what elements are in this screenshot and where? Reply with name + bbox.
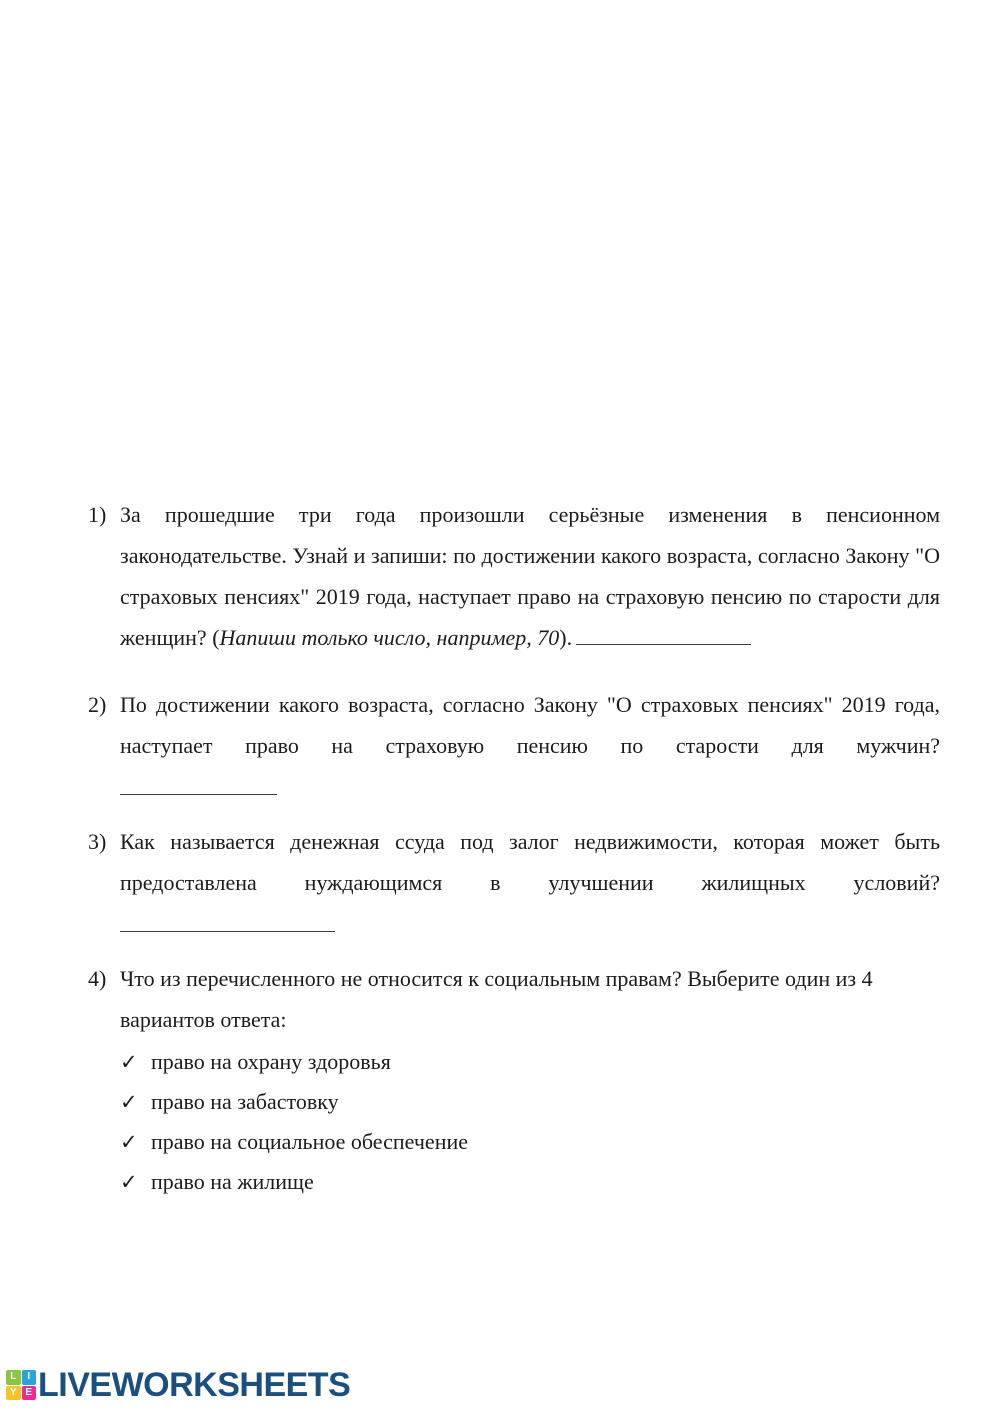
question-marker-2: 2) (88, 692, 107, 717)
logo-cell-e: E (22, 1386, 37, 1401)
logo-cell-i: I (22, 1370, 37, 1385)
checkmark-icon: ✓ (120, 1130, 138, 1154)
question-marker-4: 4) (88, 966, 107, 991)
question-item-2 (88, 684, 940, 795)
question-marker-3: 3) (88, 829, 107, 854)
answer-option-2-label: право на забастовку (151, 1089, 339, 1114)
logo-cell-l: L (6, 1370, 21, 1385)
answer-option-1[interactable] (120, 1048, 940, 1076)
answer-option-2[interactable] (120, 1088, 940, 1116)
question-text-4-label: Что из перечисленного не относится к социальным правам? Выберите один из 4 вариантов ответа: (120, 966, 873, 1032)
answer-blank-3[interactable] (120, 931, 335, 932)
question-text-1 (120, 494, 940, 658)
liveworksheets-wordmark: LIVEWORKSHEETS (38, 1366, 351, 1404)
answer-option-4[interactable] (120, 1168, 940, 1196)
question-item-4 (88, 958, 940, 1218)
liveworksheets-logo[interactable] (6, 1368, 350, 1402)
question-marker-1: 1) (88, 502, 107, 527)
question-text-4 (120, 958, 940, 1218)
checkmark-icon: ✓ (120, 1050, 138, 1074)
question-text-1-part1: За прошедшие три года произошли серьёзные изменения в пенсионном законодательстве. Узнай и запиши: по достижении какого возраста, согласно Закону "О страховых пенсиях" 2019 года, наступает право на страховую пенсию по старости для женщин? ( (120, 502, 940, 650)
question-text-2-label: По достижении какого возраста, согласно Закону "О страховых пенсиях" 2019 года, наступает право на страховую пенсию по старости для мужчин? (120, 692, 940, 758)
question-text-1-part2: ). (559, 625, 573, 650)
answer-blank-1[interactable] (576, 644, 751, 645)
logo-cell-y: Y (6, 1386, 21, 1401)
question-text-3 (120, 821, 940, 932)
answer-blank-2[interactable] (120, 794, 277, 795)
checkmark-icon: ✓ (120, 1170, 138, 1194)
answer-option-1-label: право на охрану здоровья (151, 1049, 391, 1074)
questions-container (88, 494, 940, 1244)
question-text-2 (120, 684, 940, 795)
question-item-3 (88, 821, 940, 932)
question-text-1-italic-hint: Напиши только число, например, 70 (219, 625, 560, 650)
answer-option-3[interactable] (120, 1128, 940, 1156)
checkmark-icon: ✓ (120, 1090, 138, 1114)
liveworksheets-logo-icon (6, 1370, 36, 1400)
question-item-1 (88, 494, 940, 658)
question-text-3-label: Как называется денежная ссуда под залог недвижимости, которая может быть предоставлена нуждающимся в улучшении жилищных условий? (120, 829, 940, 895)
answer-option-4-label: право на жилище (151, 1169, 314, 1194)
answer-option-3-label: право на социальное обеспечение (151, 1129, 469, 1154)
answer-options-list (120, 1048, 940, 1196)
